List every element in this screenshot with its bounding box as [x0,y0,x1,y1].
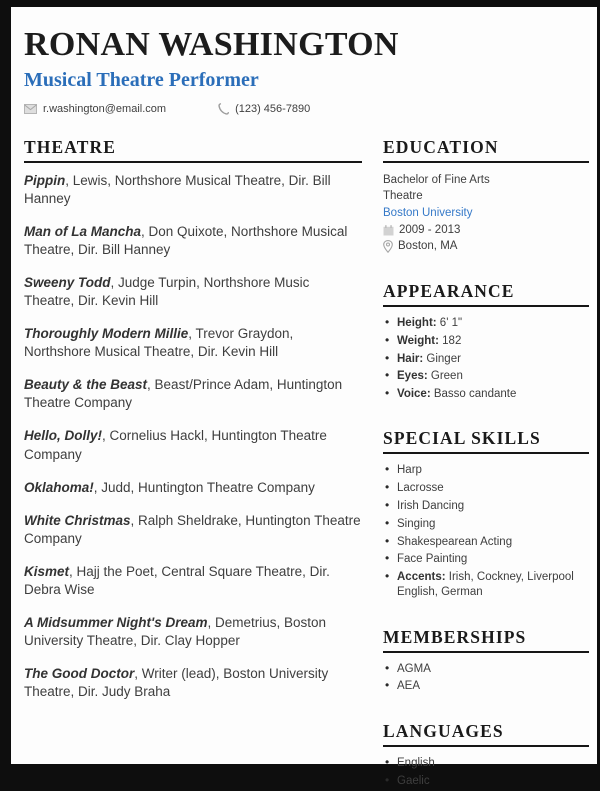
memberships-section [383,627,589,695]
show-title: Oklahoma! [24,479,94,495]
show-title: Sweeny Todd [24,275,111,290]
show-details: , Judge Turpin, Northshore Music Theatre, Dir. Kevin Hill [24,275,310,309]
education-school-link[interactable]: Boston University [383,207,473,220]
resume-page [11,7,597,787]
theatre-entry [24,479,362,497]
show-details: , Don Quixote, Northshore Musical Theatre, Dir. Bill Hanney [24,223,348,257]
special-skills-heading: SPECIAL SKILLS [383,428,589,454]
left-column [24,137,362,791]
skill-value: Lacrosse [397,482,444,495]
appearance-item [383,316,589,331]
appearance-label: Hair: [397,352,424,365]
appearance-value: Basso candante [430,388,517,401]
show-title: The Good Doctor [24,666,135,682]
appearance-label: Voice: [397,388,431,401]
email-text: r.washington@email.com [43,102,167,115]
theatre-entry [24,325,362,361]
skill-value: Shakespearean Acting [397,535,513,548]
education-heading: EDUCATION [383,137,589,163]
appearance-list [383,316,589,402]
appearance-item [383,352,589,367]
show-title: Hello, Dolly! [24,428,103,444]
theatre-entry [24,274,362,310]
resume-columns [24,137,589,791]
language-item: • Gaelic [383,774,589,789]
appearance-heading: APPEARANCE [383,281,589,307]
show-details: , Judd, Huntington Theatre Company [93,479,315,495]
show-title: White Christmas [24,512,131,528]
membership-item: • AEA [383,679,589,694]
skill-item [383,499,589,514]
show-title: A Midsummer Night's Dream [24,615,208,631]
show-details: , Ralph Sheldrake, Huntington Theatre Company [24,512,361,546]
special-skills-section [383,428,589,600]
show-details: , Beast/Prince Adam, Huntington Theatre Company [24,377,343,411]
appearance-section [383,281,589,402]
phone-icon [218,103,229,115]
appearance-label: Weight: [397,334,439,347]
theatre-entry [24,563,362,599]
show-details: , Demetrius, Boston University Theatre, Dir. Clay Hopper [24,615,327,649]
skill-value: Irish, Cockney, Liverpool English, German [397,571,574,599]
appearance-label: Eyes: [397,370,428,383]
phone-contact [218,103,310,115]
theatre-entry [24,223,362,259]
theatre-section [24,137,362,702]
education-section [383,137,589,255]
theatre-entry [24,376,362,412]
email-icon [24,104,37,114]
membership-item: • AGMA [383,662,589,677]
memberships-heading: MEMBERSHIPS [383,627,589,653]
skill-value: Irish Dancing [397,500,465,513]
appearance-item [383,369,589,384]
show-title: Beauty & the Beast [24,377,148,393]
skill-item [383,481,589,496]
theatre-entry [24,427,362,463]
language-item: • English [383,756,589,771]
show-details: , Hajj the Poet, Central Square Theatre, Dir. Debra Wise [24,563,330,597]
education-location: Boston, MA [398,240,458,253]
skill-item [383,552,589,567]
languages-heading: LANGUAGES [383,721,589,747]
show-details: , Cornelius Hackl, Huntington Theatre Company [24,428,327,462]
theatre-entry [24,665,362,701]
theatre-entry [24,614,362,650]
person-name: RONAN WASHINGTON [24,26,399,63]
education-dates-row [383,222,589,239]
contact-row [24,103,589,115]
phone-text: (123) 456-7890 [235,102,311,115]
education-dates: 2009 - 2013 [399,223,461,236]
skill-item [383,535,589,550]
special-skills-list [383,463,589,600]
education-location-row [383,238,589,255]
appearance-value: Ginger [423,352,461,365]
resume-header [24,27,589,115]
skill-value: Face Painting [397,553,468,566]
appearance-value: 6' 1" [436,317,463,330]
theatre-entry [24,172,362,208]
skill-item [383,570,589,601]
skill-label: Accents: [397,571,446,584]
skill-item [383,517,589,532]
memberships-list [383,662,589,695]
appearance-item [383,334,589,349]
email-contact [24,103,166,115]
location-pin-icon [383,240,393,253]
appearance-value: 182 [438,334,462,347]
appearance-value: Green [427,370,463,383]
skill-value: Harp [397,464,422,477]
calendar-icon [383,225,394,236]
appearance-item [383,387,589,402]
show-details: , Trevor Graydon, Northshore Musical Theatre, Dir. Kevin Hill [24,326,294,360]
job-title: Musical Theatre Performer [24,68,259,91]
show-title: Pippin [24,172,66,188]
skill-value: Singing [397,517,436,530]
education-major: Theatre [383,190,423,203]
theatre-heading: THEATRE [24,137,362,163]
skill-item [383,463,589,478]
show-title: Kismet [24,563,70,579]
languages-section [383,721,589,789]
education-degree: Bachelor of Fine Arts [383,173,490,186]
show-details: , Lewis, Northshore Musical Theatre, Dir. Bill Hanney [24,172,331,206]
right-column [383,137,589,791]
show-title: Thoroughly Modern Millie [24,326,189,342]
appearance-label: Height: [397,317,437,330]
show-title: Man of La Mancha [24,223,142,239]
languages-list [383,756,589,789]
theatre-entries [24,172,362,702]
show-details: , Writer (lead), Boston University Theatre, Dir. Judy Braha [24,666,329,700]
theatre-entry [24,512,362,548]
